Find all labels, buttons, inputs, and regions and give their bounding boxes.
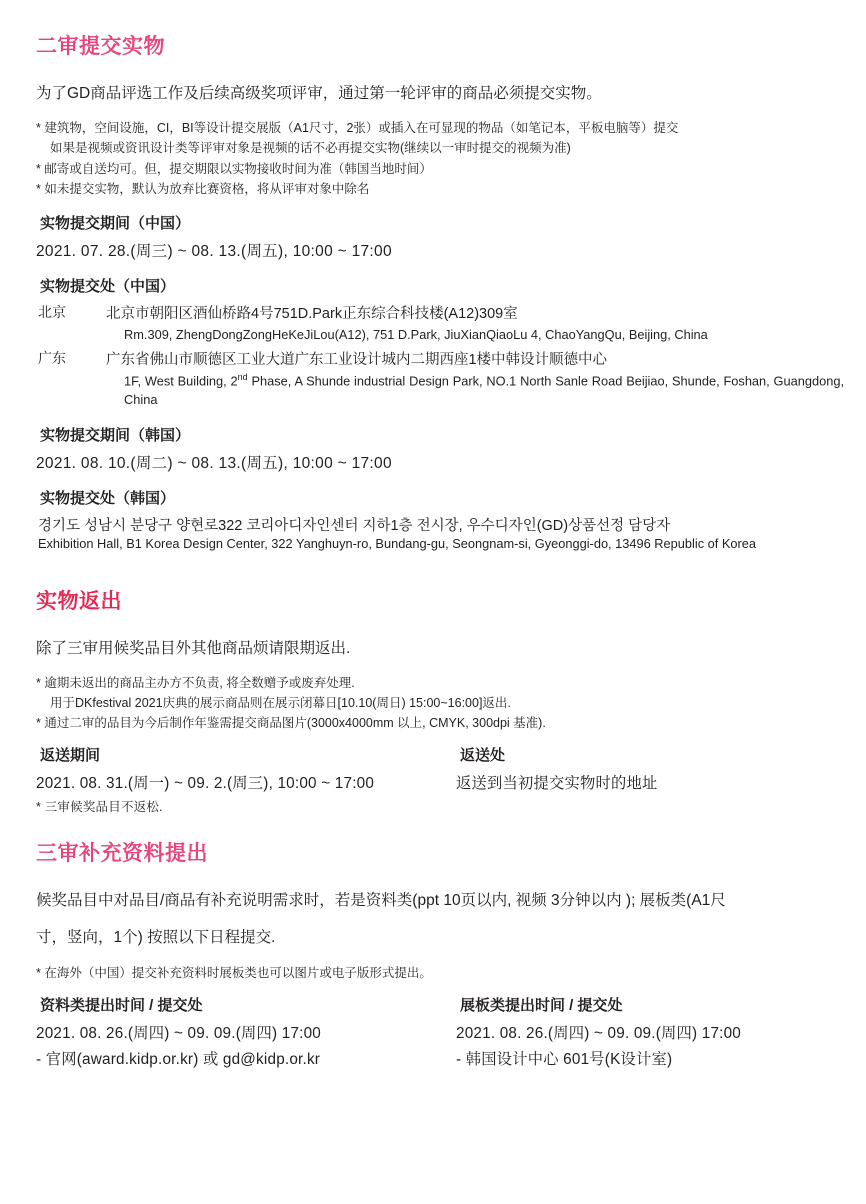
supplement-lead-line2: 寸，竖向，1个) 按照以下日程提交.: [36, 929, 276, 947]
submit-lead: 为了GD商品评选工作及后续高级奖项评审，通过第一轮评审的商品必须提交实物。: [36, 85, 602, 102]
return-period-heading: 返送期间: [40, 747, 101, 765]
return-note-2: * 通过二审的品目为今后制作年鉴需提交商品图片(3000x4000mm 以上, CMYK, 300dpi 基准).: [36, 716, 546, 731]
section-title-submit: 二审提交实物: [36, 35, 165, 58]
return-note-1: * 逾期未返出的商品主办方不负责, 将全数赠予或废弃处理.: [36, 675, 355, 690]
submit-note-3: * 如未提交实物，默认为放弃比赛资格，将从评审对象中除名: [36, 181, 370, 196]
cn-period-heading: 实物提交期间（中国）: [40, 214, 191, 232]
section-title-return: 实物返出: [36, 589, 122, 613]
address-row-beijing: [36, 302, 846, 344]
submit-note-1b: 如果是视频或资讯设计类等评审对象是视频的话不必再提交实物(继续以一审时提交的视频为准): [50, 141, 571, 156]
supplement-docs-heading: 资料类提出时间 / 提交处: [40, 996, 203, 1014]
submit-notes: [36, 119, 846, 198]
supplement-note: * 在海外（中国）提交补充资料时展板类也可以图片或电子版形式提出。: [36, 965, 432, 980]
address-en-guangdong-pre: 1F, West Building, 2: [124, 373, 238, 389]
supplement-panel-place: - 韩国设计中心 601号(K设计室): [456, 1050, 673, 1068]
supplement-panel-heading: 展板类提出时间 / 提交处: [460, 996, 623, 1014]
submit-note-1: * 建筑物，空间设施，CI，BI等设计提交展版（A1尺寸，2张）或插入在可显现的物品（如笔记本，平板电脑等）提交: [36, 121, 679, 136]
cn-place-heading: 实物提交处（中国）: [40, 277, 176, 295]
supplement-panel-date: 2021. 08. 26.(周四) ~ 09. 09.(周四) 17:00: [456, 1024, 742, 1042]
supplement-columns: [36, 994, 846, 1073]
supplement-lead-line1: 候奖品目中对品目/商品有补充说明需求时，若是资料类(ppt 10页以内, 视频 3分钟以内 ); 展板类(A1尺: [36, 892, 726, 910]
kr-place-english: Exhibition Hall, B1 Korea Design Center, 322 Yanghuyn-ro, Bundang-gu, Seongnam-si, Gyeonggi-do, 13496 Republic of Korea: [38, 535, 757, 551]
return-columns: [36, 744, 846, 819]
address-cn-guangdong: 广东省佛山市顺德区工业大道广东工业设计城内二期西座1楼中韩设计顺德中心: [106, 351, 608, 368]
submit-note-2: * 邮寄或自送均可。但，提交期限以实物接收时间为准（韩国当地时间）: [36, 161, 432, 176]
supplement-docs-place: - 官网(award.kidp.or.kr) 或 gd@kidp.or.kr: [36, 1050, 321, 1068]
address-label-guangdong: 广东: [38, 349, 66, 366]
address-en-guangdong-ordinal: nd: [237, 371, 248, 382]
address-label-beijing: 北京: [38, 303, 66, 320]
address-en-beijing: Rm.309, ZhengDongZongHeKeJiLou(A12), 751 D.Park, JiuXianQiaoLu 4, ChaoYangQu, Beijing, China: [124, 326, 708, 342]
return-footnote: * 三审候奖品目不返松.: [36, 800, 163, 815]
address-en-guangdong: [124, 371, 844, 410]
cn-period-value: 2021. 07. 28.(周三) ~ 08. 13.(周五), 10:00 ~ 17:00: [36, 242, 392, 260]
address-cn-beijing: 北京市朝阳区酒仙桥路4号751D.Park正东综合科技楼(A12)309室: [106, 305, 518, 322]
return-note-1b: 用于DKfestival 2021庆典的展示商品则在展示闭幕日[10.10(周日) 15:00~16:00]返出.: [50, 695, 511, 710]
address-row-guangdong: [36, 348, 846, 410]
return-place-value: 返送到当初提交实物时的地址: [456, 775, 658, 793]
kr-period-heading: 实物提交期间（韩国）: [40, 426, 191, 444]
kr-period-value: 2021. 08. 10.(周二) ~ 08. 13.(周五), 10:00 ~ 17:00: [36, 454, 392, 472]
section-title-supplement: 三审补充资料提出: [36, 842, 208, 866]
supplement-docs-date: 2021. 08. 26.(周四) ~ 09. 09.(周四) 17:00: [36, 1024, 322, 1042]
kr-place-korean: 경기도 성남시 분당구 양현로322 코리아디자인센터 지하1층 전시장, 우수디자인(GD)상품선정 담당자: [38, 517, 671, 534]
return-period-value: 2021. 08. 31.(周一) ~ 09. 2.(周三), 10:00 ~ 17:00: [36, 775, 375, 793]
return-lead: 除了三审用候奖品目外其他商品烦请限期返出.: [36, 639, 351, 657]
address-en-guangdong-post: Phase, A Shunde industrial Design Park, NO.1 North Sanle Road Beijiao, Shunde, Foshan, Guangdong, China: [124, 373, 844, 408]
return-place-heading: 返送处: [460, 747, 506, 765]
return-notes: [36, 674, 846, 732]
kr-place-heading: 实物提交处（韩国）: [40, 489, 176, 507]
